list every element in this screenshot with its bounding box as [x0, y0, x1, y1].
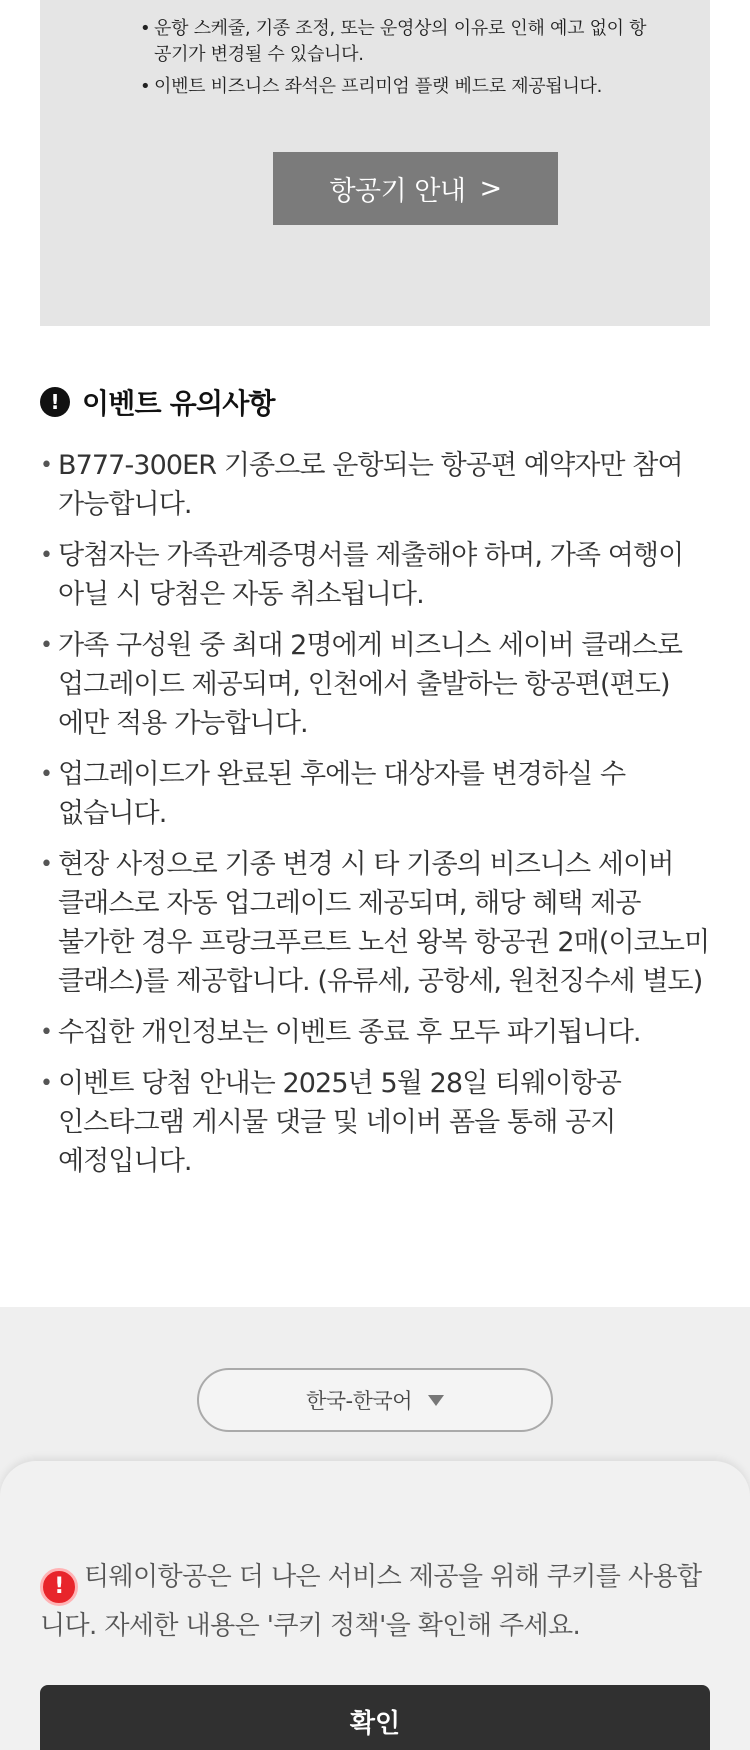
notice-title: 이벤트 유의사항: [82, 387, 275, 420]
confirm-button[interactable]: 확인: [40, 1685, 710, 1750]
chevron-right-icon: >: [479, 173, 502, 204]
exclamation-icon: !: [40, 387, 70, 417]
notice-item: • B777-300ER 기종으로 운항되는 항공편 예약자만 참여 가능합니다.: [40, 446, 710, 524]
notice-item: • 이벤트 당첨 안내는 2025년 5월 28일 티웨이항공 인스타그램 게시물 댓글 및 네이버 폼을 통해 공지 예정입니다.: [40, 1064, 710, 1181]
aircraft-info-section: [40, 0, 710, 326]
notice-item: • 가족 구성원 중 최대 2명에게 비즈니스 세이버 클래스로 업그레이드 제공되며, 인천에서 출발하는 항공편(편도)에만 적용 가능합니다.: [40, 626, 710, 743]
notice-list: [40, 446, 710, 1193]
aircraft-notes-list: [140, 16, 660, 106]
notice-item: • 수집한 개인정보는 이벤트 종료 후 모두 파기됩니다.: [40, 1013, 710, 1052]
alert-icon: !: [40, 1568, 78, 1606]
aircraft-guide-label: 항공기 안내: [329, 176, 466, 207]
notice-item: • 당첨자는 가족관계증명서를 제출해야 하며, 가족 여행이 아닐 시 당첨은 자동 취소됩니다.: [40, 536, 710, 614]
language-select[interactable]: [197, 1368, 553, 1432]
aircraft-guide-button[interactable]: [273, 152, 558, 225]
caret-down-icon: [428, 1395, 444, 1406]
language-select-value: 한국-한국어: [305, 1389, 412, 1413]
notice-item: • 현장 사정으로 기종 변경 시 타 기종의 비즈니스 세이버 클래스로 자동 업그레이드 제공되며, 해당 혜택 제공 불가한 경우 프랑크푸르트 노선 왕복 항공권 2매(이코노미 클래스)를 제공합니다. (유류세, 공항세, 원천징수세 별도): [40, 845, 710, 1001]
cookie-message-block: [40, 1557, 710, 1646]
cookie-message: 티웨이항공은 더 나은 서비스 제공을 위해 쿠키를 사용합니다. 자세한 내용은 '쿠키 정책'을 확인해 주세요.: [40, 1562, 702, 1641]
notice-heading: [40, 382, 275, 422]
notice-item: • 업그레이드가 완료된 후에는 대상자를 변경하실 수 없습니다.: [40, 755, 710, 833]
aircraft-note: • 운항 스케줄, 기종 조정, 또는 운영상의 이유로 인해 예고 없이 항공기가 변경될 수 있습니다.: [140, 16, 660, 68]
aircraft-note: • 이벤트 비즈니스 좌석은 프리미엄 플랫 베드로 제공됩니다.: [140, 74, 660, 100]
